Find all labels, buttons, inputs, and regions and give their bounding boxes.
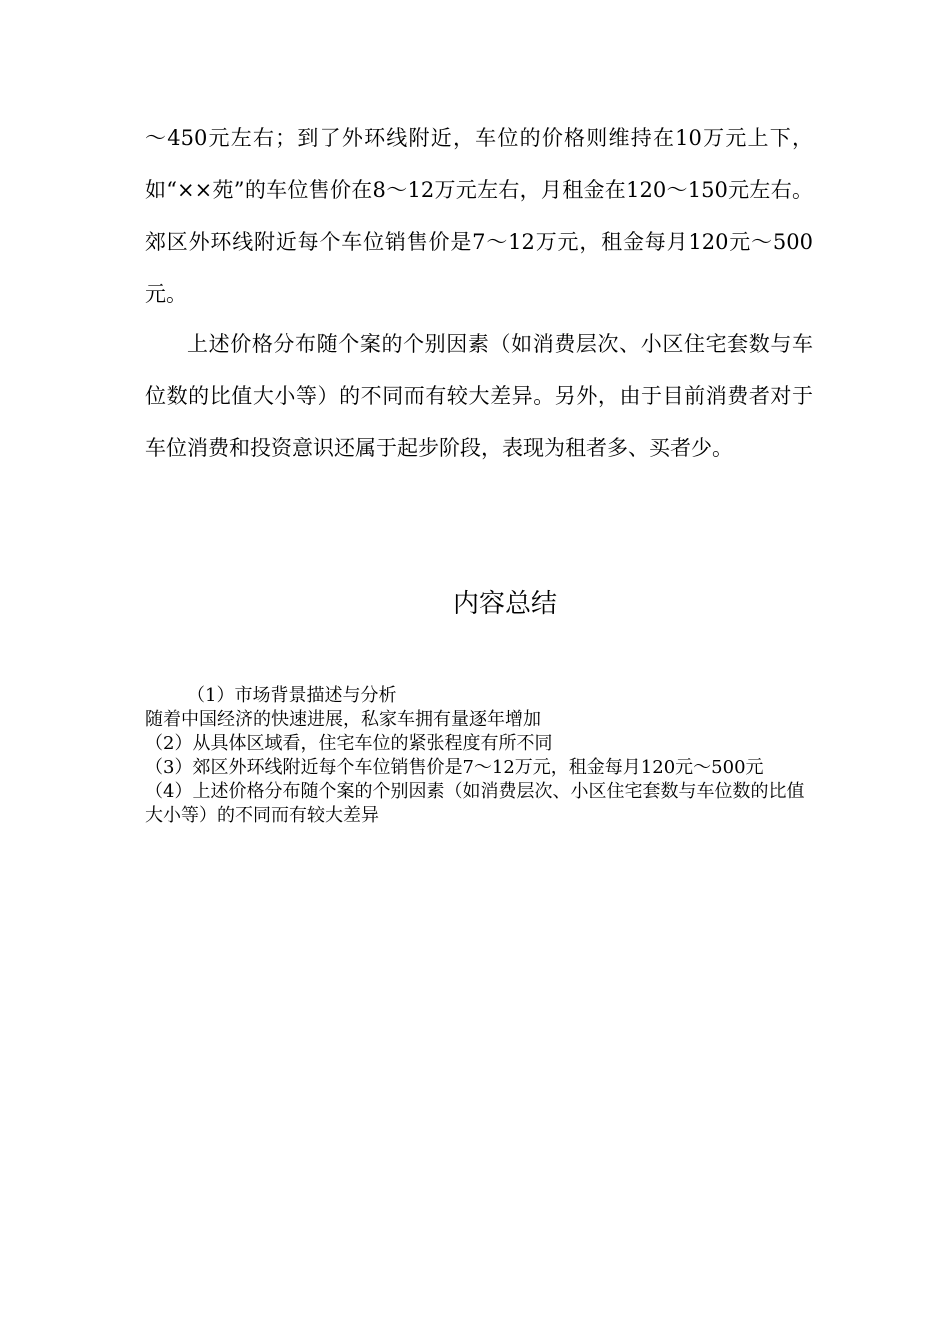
summary-heading: 内容总结: [452, 589, 557, 619]
body-paragraph-price-range: ～450元左右；到了外环线附近，车位的价格则维持在10万元上下，如“××苑”的车位售价在8～12万元左右，月租金在120～150元左右。郊区外环线附近每个车位销售价是7～12万元，租金每月120元～500元。: [145, 126, 813, 306]
summary-line-2: 随着中国经济的快速进展，私家车拥有量逐年增加: [145, 709, 541, 730]
summary-line-5: （4）上述价格分布随个案的个别因素（如消费层次、小区住宅套数与车位数的比值大小等）的不同而有较大差异: [145, 781, 805, 826]
body-paragraph-price-variation: 上述价格分布随个案的个别因素（如消费层次、小区住宅套数与车位数的比值大小等）的不同而有较大差异。另外，由于目前消费者对于车位消费和投资意识还属于起步阶段，表现为租者多、买者少。: [145, 332, 813, 460]
summary-list: [145, 684, 805, 828]
summary-line-1: （1）市场背景描述与分析: [187, 685, 397, 706]
summary-line-4: （3）郊区外环线附近每个车位销售价是7～12万元，租金每月120元～500元: [145, 757, 764, 778]
summary-line-3: （2）从具体区域看，住宅车位的紧张程度有所不同: [145, 733, 553, 754]
